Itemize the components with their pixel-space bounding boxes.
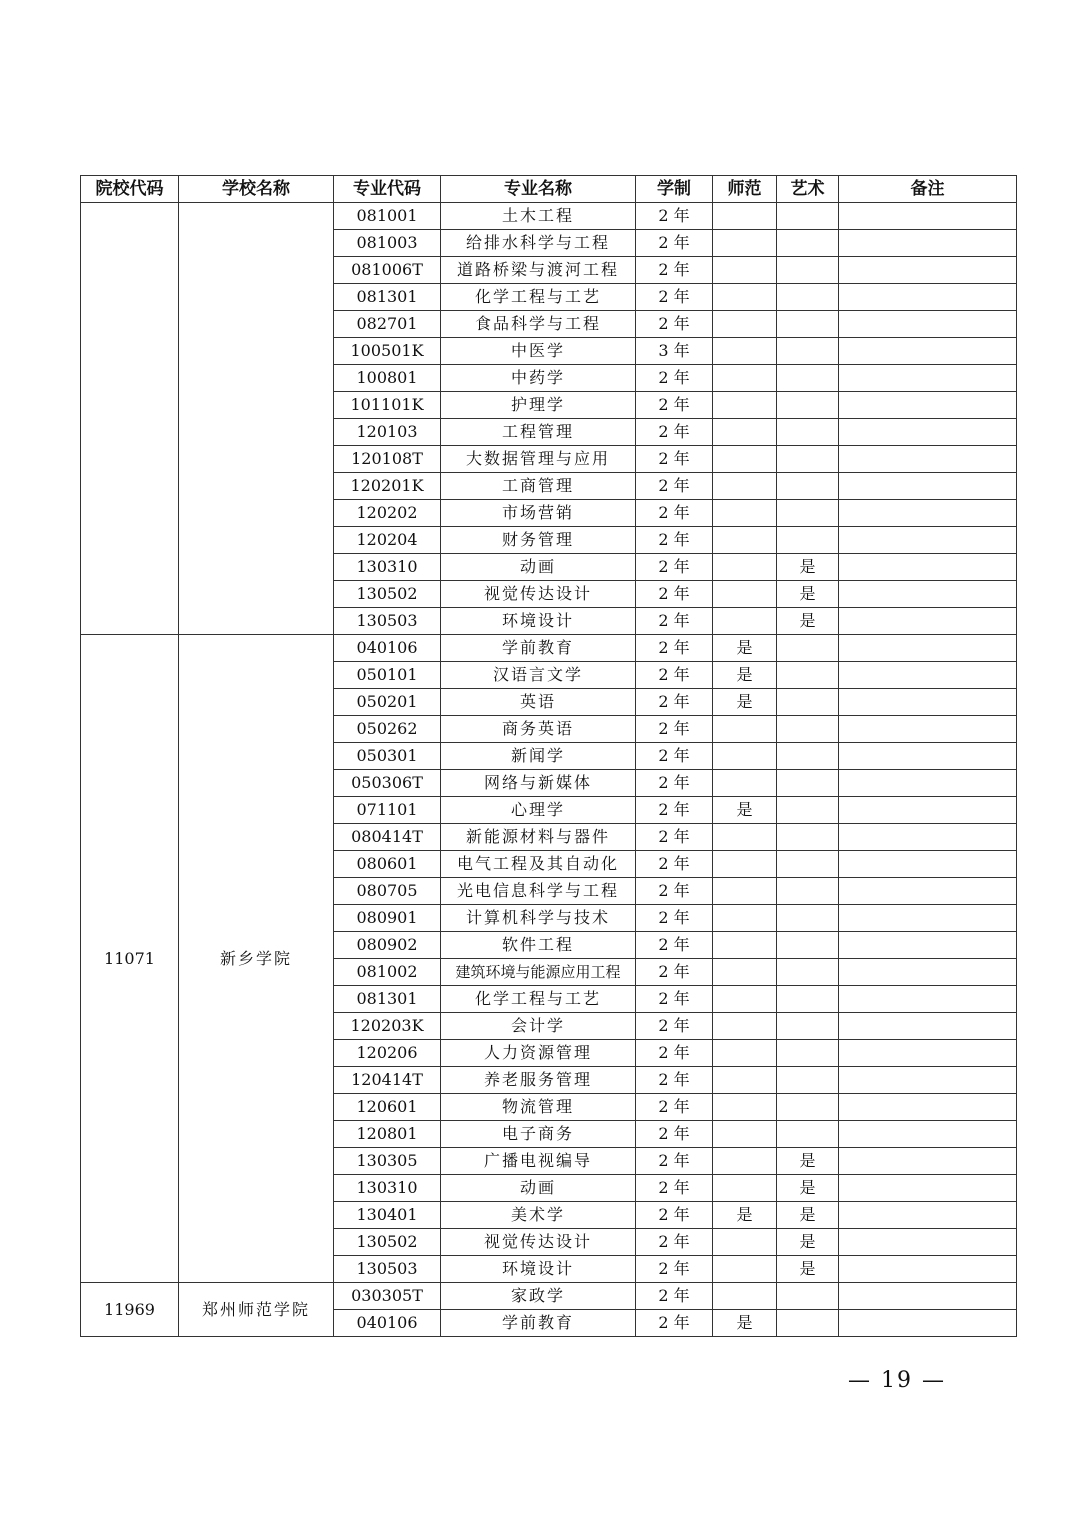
major-code-cell: 081001 — [334, 203, 441, 230]
normal-cell — [713, 770, 777, 797]
normal-cell — [713, 1094, 777, 1121]
major-code-cell: 081006T — [334, 257, 441, 284]
major-name-cell: 物流管理 — [441, 1094, 636, 1121]
major-code-cell: 120204 — [334, 527, 441, 554]
major-code-cell: 120103 — [334, 419, 441, 446]
normal-cell — [713, 203, 777, 230]
header-normal: 师范 — [713, 176, 777, 203]
major-name-cell: 环境设计 — [441, 608, 636, 635]
remarks-cell — [839, 878, 1017, 905]
major-name-cell: 市场营销 — [441, 500, 636, 527]
normal-cell — [713, 392, 777, 419]
remarks-cell — [839, 257, 1017, 284]
major-code-cell: 040106 — [334, 1310, 441, 1337]
major-code-cell: 081002 — [334, 959, 441, 986]
normal-cell: 是 — [713, 689, 777, 716]
remarks-cell — [839, 392, 1017, 419]
remarks-cell — [839, 203, 1017, 230]
remarks-cell — [839, 581, 1017, 608]
normal-cell — [713, 365, 777, 392]
major-code-cell: 120414T — [334, 1067, 441, 1094]
major-name-cell: 养老服务管理 — [441, 1067, 636, 1094]
remarks-cell — [839, 959, 1017, 986]
normal-cell: 是 — [713, 635, 777, 662]
major-name-cell: 化学工程与工艺 — [441, 284, 636, 311]
art-cell — [777, 824, 839, 851]
remarks-cell — [839, 338, 1017, 365]
duration-cell: 2 年 — [636, 1040, 713, 1067]
normal-cell — [713, 473, 777, 500]
art-cell — [777, 797, 839, 824]
major-code-cell: 130310 — [334, 554, 441, 581]
remarks-cell — [839, 554, 1017, 581]
art-cell — [777, 203, 839, 230]
remarks-cell — [839, 851, 1017, 878]
duration-cell: 2 年 — [636, 662, 713, 689]
major-code-cell: 130310 — [334, 1175, 441, 1202]
table-body — [81, 203, 1017, 1337]
major-name-cell: 新闻学 — [441, 743, 636, 770]
art-cell — [777, 311, 839, 338]
major-code-cell: 050301 — [334, 743, 441, 770]
major-name-cell: 美术学 — [441, 1202, 636, 1229]
major-code-cell: 050101 — [334, 662, 441, 689]
duration-cell: 2 年 — [636, 1094, 713, 1121]
normal-cell — [713, 878, 777, 905]
art-cell — [777, 284, 839, 311]
duration-cell: 2 年 — [636, 473, 713, 500]
major-name-cell: 中药学 — [441, 365, 636, 392]
art-cell — [777, 527, 839, 554]
art-cell — [777, 365, 839, 392]
art-cell — [777, 716, 839, 743]
remarks-cell — [839, 662, 1017, 689]
normal-cell — [713, 1121, 777, 1148]
major-name-cell: 网络与新媒体 — [441, 770, 636, 797]
remarks-cell — [839, 716, 1017, 743]
art-cell — [777, 1283, 839, 1310]
major-name-cell: 环境设计 — [441, 1256, 636, 1283]
major-name-cell: 软件工程 — [441, 932, 636, 959]
duration-cell: 2 年 — [636, 419, 713, 446]
major-code-cell: 050201 — [334, 689, 441, 716]
art-cell — [777, 230, 839, 257]
major-code-cell: 080705 — [334, 878, 441, 905]
normal-cell — [713, 932, 777, 959]
duration-cell: 2 年 — [636, 743, 713, 770]
school-code-cell: 11071 — [81, 635, 179, 1283]
duration-cell: 2 年 — [636, 527, 713, 554]
duration-cell: 2 年 — [636, 554, 713, 581]
remarks-cell — [839, 932, 1017, 959]
major-name-cell: 家政学 — [441, 1283, 636, 1310]
header-school-code: 院校代码 — [81, 176, 179, 203]
major-code-cell: 081301 — [334, 986, 441, 1013]
major-name-cell: 广播电视编导 — [441, 1148, 636, 1175]
duration-cell: 2 年 — [636, 635, 713, 662]
art-cell — [777, 905, 839, 932]
art-cell: 是 — [777, 1148, 839, 1175]
normal-cell — [713, 230, 777, 257]
normal-cell — [713, 1013, 777, 1040]
art-cell — [777, 500, 839, 527]
remarks-cell — [839, 824, 1017, 851]
major-code-cell: 130502 — [334, 581, 441, 608]
duration-cell: 2 年 — [636, 905, 713, 932]
school-name-cell: 郑州师范学院 — [179, 1283, 334, 1337]
duration-cell: 2 年 — [636, 1148, 713, 1175]
normal-cell — [713, 1256, 777, 1283]
remarks-cell — [839, 1256, 1017, 1283]
art-cell — [777, 419, 839, 446]
major-name-cell: 护理学 — [441, 392, 636, 419]
art-cell — [777, 1013, 839, 1040]
normal-cell — [713, 959, 777, 986]
normal-cell — [713, 581, 777, 608]
duration-cell: 2 年 — [636, 581, 713, 608]
major-code-cell: 120201K — [334, 473, 441, 500]
normal-cell — [713, 446, 777, 473]
normal-cell — [713, 1148, 777, 1175]
remarks-cell — [839, 500, 1017, 527]
major-code-cell: 080902 — [334, 932, 441, 959]
normal-cell — [713, 1040, 777, 1067]
remarks-cell — [839, 446, 1017, 473]
duration-cell: 2 年 — [636, 1229, 713, 1256]
table-header-row — [81, 176, 1017, 203]
duration-cell: 2 年 — [636, 770, 713, 797]
normal-cell — [713, 608, 777, 635]
major-code-cell: 100801 — [334, 365, 441, 392]
art-cell — [777, 1067, 839, 1094]
duration-cell: 2 年 — [636, 1283, 713, 1310]
normal-cell — [713, 1067, 777, 1094]
remarks-cell — [839, 1067, 1017, 1094]
table-row — [81, 635, 1017, 662]
normal-cell: 是 — [713, 662, 777, 689]
major-name-cell: 工商管理 — [441, 473, 636, 500]
art-cell: 是 — [777, 1202, 839, 1229]
remarks-cell — [839, 1310, 1017, 1337]
major-code-cell: 130502 — [334, 1229, 441, 1256]
major-code-cell: 120108T — [334, 446, 441, 473]
major-name-cell: 商务英语 — [441, 716, 636, 743]
normal-cell — [713, 338, 777, 365]
major-code-cell: 080901 — [334, 905, 441, 932]
majors-table — [80, 175, 1017, 1337]
duration-cell: 2 年 — [636, 878, 713, 905]
art-cell: 是 — [777, 608, 839, 635]
major-name-cell: 给排水科学与工程 — [441, 230, 636, 257]
remarks-cell — [839, 905, 1017, 932]
art-cell: 是 — [777, 1175, 839, 1202]
art-cell — [777, 1310, 839, 1337]
major-name-cell: 工程管理 — [441, 419, 636, 446]
remarks-cell — [839, 419, 1017, 446]
major-code-cell: 080601 — [334, 851, 441, 878]
art-cell — [777, 392, 839, 419]
header-major-name: 专业名称 — [441, 176, 636, 203]
normal-cell: 是 — [713, 1310, 777, 1337]
major-code-cell: 071101 — [334, 797, 441, 824]
normal-cell — [713, 824, 777, 851]
duration-cell: 2 年 — [636, 500, 713, 527]
art-cell — [777, 932, 839, 959]
art-cell — [777, 1040, 839, 1067]
remarks-cell — [839, 986, 1017, 1013]
duration-cell: 2 年 — [636, 257, 713, 284]
duration-cell: 2 年 — [636, 959, 713, 986]
remarks-cell — [839, 797, 1017, 824]
duration-cell: 2 年 — [636, 689, 713, 716]
art-cell: 是 — [777, 1256, 839, 1283]
normal-cell — [713, 284, 777, 311]
major-code-cell: 130503 — [334, 1256, 441, 1283]
table-row — [81, 203, 1017, 230]
remarks-cell — [839, 1148, 1017, 1175]
major-name-cell: 汉语言文学 — [441, 662, 636, 689]
normal-cell — [713, 527, 777, 554]
major-name-cell: 动画 — [441, 1175, 636, 1202]
major-name-cell: 视觉传达设计 — [441, 1229, 636, 1256]
duration-cell: 2 年 — [636, 392, 713, 419]
remarks-cell — [839, 635, 1017, 662]
major-code-cell: 130305 — [334, 1148, 441, 1175]
table-row — [81, 1283, 1017, 1310]
art-cell — [777, 689, 839, 716]
major-name-cell: 财务管理 — [441, 527, 636, 554]
major-name-cell: 道路桥梁与渡河工程 — [441, 257, 636, 284]
art-cell — [777, 770, 839, 797]
major-name-cell: 中医学 — [441, 338, 636, 365]
remarks-cell — [839, 1229, 1017, 1256]
major-code-cell: 120203K — [334, 1013, 441, 1040]
remarks-cell — [839, 1202, 1017, 1229]
school-name-cell — [179, 203, 334, 635]
major-name-cell: 土木工程 — [441, 203, 636, 230]
major-code-cell: 081003 — [334, 230, 441, 257]
major-code-cell: 120601 — [334, 1094, 441, 1121]
duration-cell: 2 年 — [636, 1121, 713, 1148]
duration-cell: 2 年 — [636, 284, 713, 311]
header-art: 艺术 — [777, 176, 839, 203]
remarks-cell — [839, 284, 1017, 311]
art-cell — [777, 473, 839, 500]
major-code-cell: 120206 — [334, 1040, 441, 1067]
remarks-cell — [839, 1094, 1017, 1121]
normal-cell — [713, 311, 777, 338]
art-cell: 是 — [777, 581, 839, 608]
art-cell — [777, 662, 839, 689]
duration-cell: 2 年 — [636, 986, 713, 1013]
art-cell — [777, 1094, 839, 1121]
header-school-name: 学校名称 — [179, 176, 334, 203]
remarks-cell — [839, 1040, 1017, 1067]
remarks-cell — [839, 608, 1017, 635]
major-code-cell: 130503 — [334, 608, 441, 635]
normal-cell — [713, 500, 777, 527]
duration-cell: 2 年 — [636, 446, 713, 473]
duration-cell: 2 年 — [636, 1310, 713, 1337]
art-cell — [777, 446, 839, 473]
art-cell — [777, 959, 839, 986]
art-cell — [777, 257, 839, 284]
art-cell — [777, 986, 839, 1013]
duration-cell: 2 年 — [636, 230, 713, 257]
remarks-cell — [839, 743, 1017, 770]
major-code-cell: 050306T — [334, 770, 441, 797]
remarks-cell — [839, 1121, 1017, 1148]
major-name-cell: 化学工程与工艺 — [441, 986, 636, 1013]
duration-cell: 2 年 — [636, 797, 713, 824]
duration-cell: 2 年 — [636, 203, 713, 230]
major-name-cell: 建筑环境与能源应用工程 — [441, 959, 636, 986]
major-name-cell: 会计学 — [441, 1013, 636, 1040]
normal-cell — [713, 716, 777, 743]
major-code-cell: 101101K — [334, 392, 441, 419]
remarks-cell — [839, 770, 1017, 797]
major-code-cell: 120202 — [334, 500, 441, 527]
duration-cell: 2 年 — [636, 824, 713, 851]
art-cell — [777, 1121, 839, 1148]
art-cell: 是 — [777, 554, 839, 581]
art-cell — [777, 878, 839, 905]
normal-cell — [713, 1283, 777, 1310]
art-cell: 是 — [777, 1229, 839, 1256]
major-name-cell: 电气工程及其自动化 — [441, 851, 636, 878]
normal-cell — [713, 851, 777, 878]
normal-cell: 是 — [713, 797, 777, 824]
duration-cell: 2 年 — [636, 1013, 713, 1040]
header-remarks: 备注 — [839, 176, 1017, 203]
normal-cell — [713, 554, 777, 581]
normal-cell — [713, 1175, 777, 1202]
duration-cell: 2 年 — [636, 365, 713, 392]
art-cell — [777, 338, 839, 365]
major-name-cell: 人力资源管理 — [441, 1040, 636, 1067]
header-major-code: 专业代码 — [334, 176, 441, 203]
normal-cell — [713, 419, 777, 446]
major-code-cell: 081301 — [334, 284, 441, 311]
school-name-cell: 新乡学院 — [179, 635, 334, 1283]
major-code-cell: 130401 — [334, 1202, 441, 1229]
remarks-cell — [839, 689, 1017, 716]
major-name-cell: 动画 — [441, 554, 636, 581]
page-number: — 19 — — [848, 1368, 946, 1393]
major-code-cell: 120801 — [334, 1121, 441, 1148]
major-name-cell: 大数据管理与应用 — [441, 446, 636, 473]
major-code-cell: 100501K — [334, 338, 441, 365]
remarks-cell — [839, 230, 1017, 257]
remarks-cell — [839, 1175, 1017, 1202]
major-name-cell: 心理学 — [441, 797, 636, 824]
normal-cell — [713, 743, 777, 770]
remarks-cell — [839, 311, 1017, 338]
major-name-cell: 英语 — [441, 689, 636, 716]
major-name-cell: 食品科学与工程 — [441, 311, 636, 338]
major-name-cell: 新能源材料与器件 — [441, 824, 636, 851]
duration-cell: 2 年 — [636, 608, 713, 635]
duration-cell: 2 年 — [636, 851, 713, 878]
major-name-cell: 电子商务 — [441, 1121, 636, 1148]
duration-cell: 2 年 — [636, 1202, 713, 1229]
header-duration: 学制 — [636, 176, 713, 203]
remarks-cell — [839, 1013, 1017, 1040]
remarks-cell — [839, 473, 1017, 500]
duration-cell: 2 年 — [636, 311, 713, 338]
duration-cell: 2 年 — [636, 716, 713, 743]
remarks-cell — [839, 1283, 1017, 1310]
duration-cell: 2 年 — [636, 1175, 713, 1202]
normal-cell — [713, 1229, 777, 1256]
remarks-cell — [839, 527, 1017, 554]
normal-cell — [713, 905, 777, 932]
art-cell — [777, 851, 839, 878]
major-code-cell: 050262 — [334, 716, 441, 743]
major-code-cell: 030305T — [334, 1283, 441, 1310]
major-name-cell: 视觉传达设计 — [441, 581, 636, 608]
duration-cell: 2 年 — [636, 1256, 713, 1283]
major-code-cell: 040106 — [334, 635, 441, 662]
school-code-cell — [81, 203, 179, 635]
major-name-cell: 光电信息科学与工程 — [441, 878, 636, 905]
art-cell — [777, 743, 839, 770]
art-cell — [777, 635, 839, 662]
major-name-cell: 学前教育 — [441, 1310, 636, 1337]
major-code-cell: 082701 — [334, 311, 441, 338]
major-name-cell: 学前教育 — [441, 635, 636, 662]
remarks-cell — [839, 365, 1017, 392]
normal-cell — [713, 986, 777, 1013]
major-code-cell: 080414T — [334, 824, 441, 851]
major-name-cell: 计算机科学与技术 — [441, 905, 636, 932]
school-code-cell: 11969 — [81, 1283, 179, 1337]
normal-cell — [713, 257, 777, 284]
duration-cell: 3 年 — [636, 338, 713, 365]
duration-cell: 2 年 — [636, 1067, 713, 1094]
normal-cell: 是 — [713, 1202, 777, 1229]
duration-cell: 2 年 — [636, 932, 713, 959]
